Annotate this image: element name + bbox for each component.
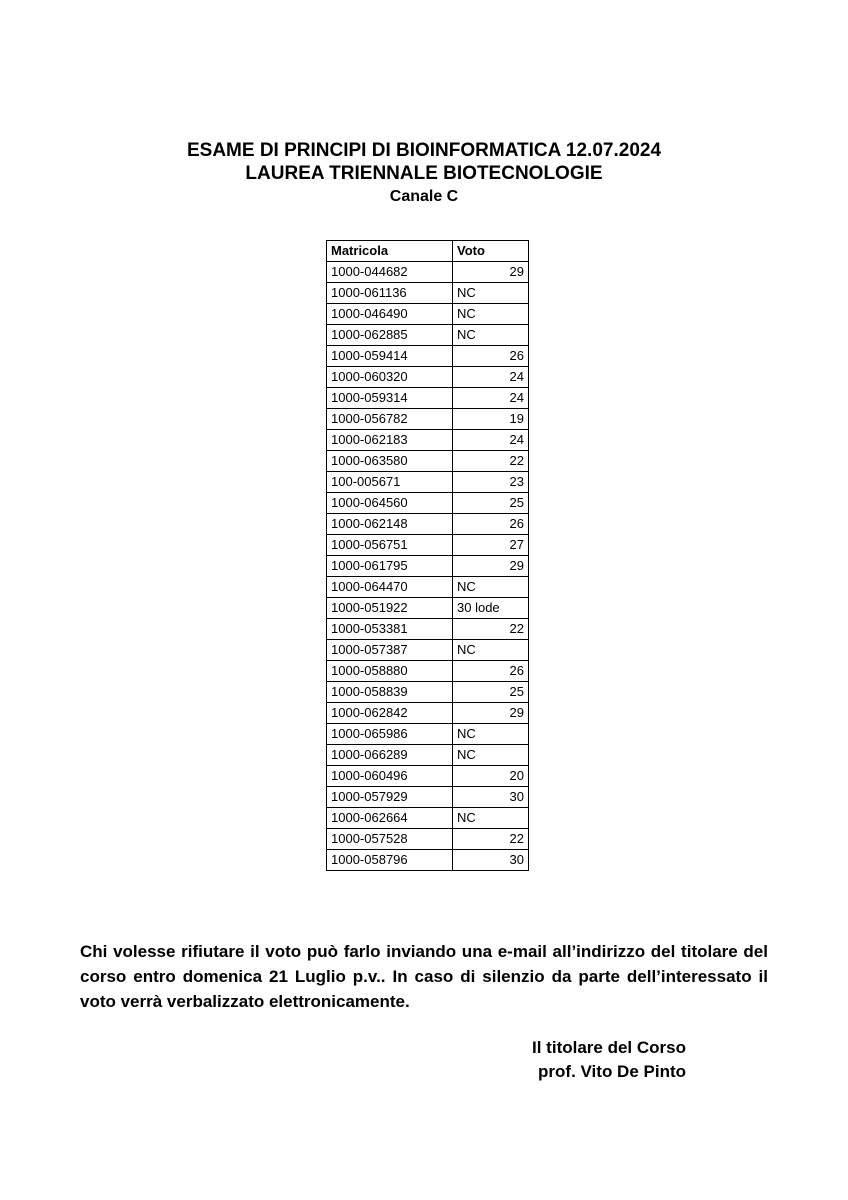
- matricola-cell: 1000-060320: [327, 367, 453, 388]
- table-row: [327, 451, 529, 472]
- matricola-cell: 1000-051922: [327, 598, 453, 619]
- grades-table: [326, 240, 529, 871]
- matricola-cell: 1000-061136: [327, 283, 453, 304]
- matricola-cell: 1000-058839: [327, 682, 453, 703]
- table-row: [327, 388, 529, 409]
- voto-cell: 19: [453, 409, 529, 430]
- table-row: [327, 661, 529, 682]
- voto-cell: 29: [453, 703, 529, 724]
- matricola-cell: 1000-062664: [327, 808, 453, 829]
- page-title: ESAME DI PRINCIPI DI BIOINFORMATICA 12.07.2024: [186, 140, 662, 161]
- voto-cell: 30: [453, 850, 529, 871]
- voto-cell: NC: [453, 325, 529, 346]
- matricola-cell: 1000-059414: [327, 346, 453, 367]
- table-row: [327, 346, 529, 367]
- table-row: [327, 472, 529, 493]
- table-row: [327, 808, 529, 829]
- matricola-cell: 1000-064470: [327, 577, 453, 598]
- matricola-cell: 1000-066289: [327, 745, 453, 766]
- voto-cell: 24: [453, 430, 529, 451]
- voto-cell: 24: [453, 367, 529, 388]
- voto-cell: 23: [453, 472, 529, 493]
- voto-cell: NC: [453, 724, 529, 745]
- matricola-cell: 100-005671: [327, 472, 453, 493]
- table-row: [327, 283, 529, 304]
- voto-cell: NC: [453, 304, 529, 325]
- table-row: [327, 304, 529, 325]
- table-row: [327, 325, 529, 346]
- matricola-cell: 1000-057528: [327, 829, 453, 850]
- table-row: [327, 682, 529, 703]
- matricola-cell: 1000-065986: [327, 724, 453, 745]
- column-header-voto: Voto: [453, 241, 529, 262]
- voto-cell: 26: [453, 514, 529, 535]
- voto-cell: 29: [453, 262, 529, 283]
- voto-cell: 22: [453, 451, 529, 472]
- matricola-cell: 1000-056782: [327, 409, 453, 430]
- voto-cell: 27: [453, 535, 529, 556]
- voto-cell: NC: [453, 283, 529, 304]
- table-row: [327, 514, 529, 535]
- matricola-cell: 1000-062885: [327, 325, 453, 346]
- table-row: [327, 367, 529, 388]
- matricola-cell: 1000-057929: [327, 787, 453, 808]
- page-subtitle: LAUREA TRIENNALE BIOTECNOLOGIE: [245, 163, 603, 184]
- table-row: [327, 724, 529, 745]
- grades-table-body: [327, 262, 529, 871]
- matricola-cell: 1000-064560: [327, 493, 453, 514]
- matricola-cell: 1000-062842: [327, 703, 453, 724]
- table-row: [327, 493, 529, 514]
- table-row: [327, 262, 529, 283]
- matricola-cell: 1000-057387: [327, 640, 453, 661]
- voto-cell: 22: [453, 829, 529, 850]
- notice-paragraph: Chi volesse rifiutare il voto può farlo inviando una e-mail all’indirizzo del titolare del corso entro domenica 21 Luglio p.v.. In caso di silenzio da parte dell’interessato il voto verrà verbalizzato elettronicamente.: [80, 942, 768, 1011]
- matricola-cell: 1000-056751: [327, 535, 453, 556]
- column-header-matricola: Matricola: [327, 241, 453, 262]
- signature-name: prof. Vito De Pinto: [538, 1062, 686, 1081]
- table-row: [327, 409, 529, 430]
- matricola-cell: 1000-062183: [327, 430, 453, 451]
- matricola-cell: 1000-059314: [327, 388, 453, 409]
- matricola-cell: 1000-053381: [327, 619, 453, 640]
- voto-cell: 25: [453, 493, 529, 514]
- voto-cell: NC: [453, 640, 529, 661]
- matricola-cell: 1000-058796: [327, 850, 453, 871]
- table-row: [327, 850, 529, 871]
- matricola-cell: 1000-062148: [327, 514, 453, 535]
- table-row: [327, 787, 529, 808]
- table-header-row: [327, 241, 529, 262]
- table-row: [327, 766, 529, 787]
- voto-cell: 25: [453, 682, 529, 703]
- voto-cell: 30 lode: [453, 598, 529, 619]
- voto-cell: NC: [453, 808, 529, 829]
- matricola-cell: 1000-061795: [327, 556, 453, 577]
- table-row: [327, 598, 529, 619]
- voto-cell: 29: [453, 556, 529, 577]
- table-row: [327, 577, 529, 598]
- matricola-cell: 1000-044682: [327, 262, 453, 283]
- table-row: [327, 745, 529, 766]
- voto-cell: 30: [453, 787, 529, 808]
- table-row: [327, 535, 529, 556]
- table-row: [327, 640, 529, 661]
- voto-cell: 20: [453, 766, 529, 787]
- voto-cell: 24: [453, 388, 529, 409]
- table-row: [327, 430, 529, 451]
- voto-cell: NC: [453, 745, 529, 766]
- table-row: [327, 829, 529, 850]
- table-row: [327, 703, 529, 724]
- signature-role: Il titolare del Corso: [532, 1038, 686, 1057]
- matricola-cell: 1000-058880: [327, 661, 453, 682]
- voto-cell: 22: [453, 619, 529, 640]
- matricola-cell: 1000-046490: [327, 304, 453, 325]
- channel-label: Canale C: [389, 188, 459, 205]
- matricola-cell: 1000-060496: [327, 766, 453, 787]
- matricola-cell: 1000-063580: [327, 451, 453, 472]
- table-row: [327, 619, 529, 640]
- voto-cell: 26: [453, 661, 529, 682]
- voto-cell: NC: [453, 577, 529, 598]
- voto-cell: 26: [453, 346, 529, 367]
- table-row: [327, 556, 529, 577]
